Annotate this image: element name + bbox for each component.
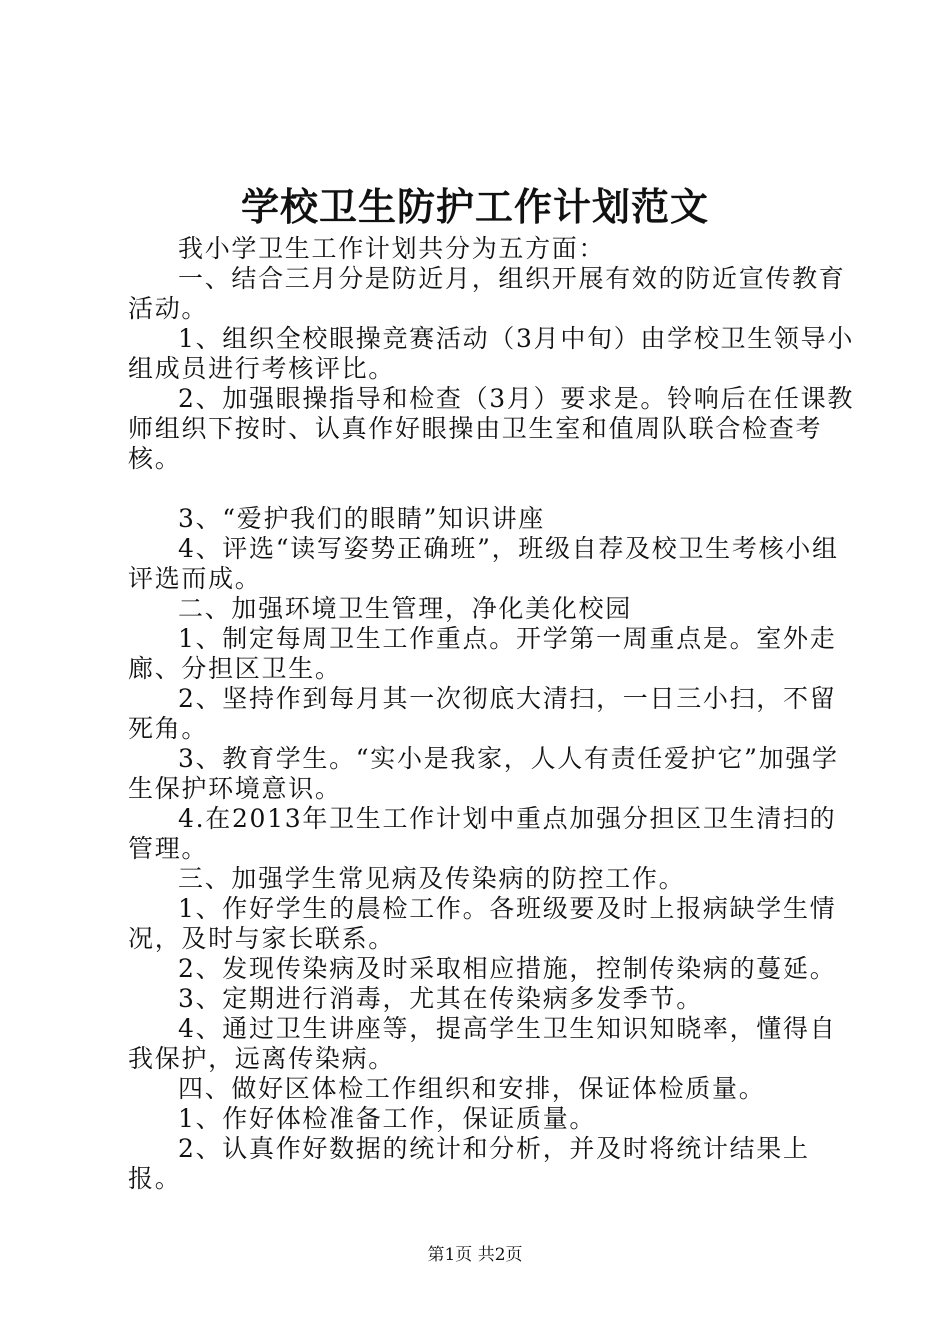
paragraph: 一、结合三月分是防近月，组织开展有效的防近宣传教育活动。 [128,264,846,323]
paragraph: 3、教育学生。“实小是我家，人人有责任爱护它”加强学生保护环境意识。 [128,744,839,803]
document-body [128,234,858,1194]
paragraph: 我小学卫生工作计划共分为五方面： [178,234,606,263]
paragraph: 二、加强环境卫生管理，净化美化校园 [178,594,632,623]
paragraph: 2、发现传染病及时采取相应措施，控制传染病的蔓延。 [178,954,837,983]
paragraph: 1、作好体检准备工作，保证质量。 [178,1104,597,1133]
paragraph: 4、评选“读写姿势正确班”，班级自荐及校卫生考核小组评选而成。 [128,534,839,593]
paragraph: 2、坚持作到每月其一次彻底大清扫，一日三小扫，不留死角。 [128,684,837,743]
paragraph: 三、加强学生常见病及传染病的防控工作。 [178,864,686,893]
paragraph: 3、定期进行消毒，尤其在传染病多发季节。 [178,984,703,1013]
paragraph: 4、通过卫生讲座等，提高学生卫生知识知晓率，懂得自我保护，远离传染病。 [128,1014,837,1073]
paragraph: 2、认真作好数据的统计和分析，并及时将统计结果上报。 [128,1134,810,1193]
paragraph: 四、做好区体检工作组织和安排，保证体检质量。 [178,1074,766,1103]
paragraph: 1、作好学生的晨检工作。各班级要及时上报病缺学生情况，及时与家长联系。 [128,894,837,953]
paragraph: 1、组织全校眼操竞赛活动（3月中旬）由学校卫生领导小组成员进行考核评比。 [128,324,855,383]
paragraph: 1、制定每周卫生工作重点。开学第一周重点是。室外走廊、分担区卫生。 [128,624,837,683]
document-title: 学校卫生防护工作计划范文 [240,184,709,229]
page-footer: 第1页 共2页 [427,1245,523,1265]
paragraph: 2、加强眼操指导和检查（3月）要求是。铃响后在任课教师组织下按时、认真作好眼操由卫生室和值周队联合检查考核。 [128,384,855,473]
blank-line [128,474,858,504]
paragraph: 4.在2013年卫生工作计划中重点加强分担区卫生清扫的管理。 [128,804,837,863]
paragraph: 3、“爱护我们的眼睛”知识讲座 [178,504,545,533]
